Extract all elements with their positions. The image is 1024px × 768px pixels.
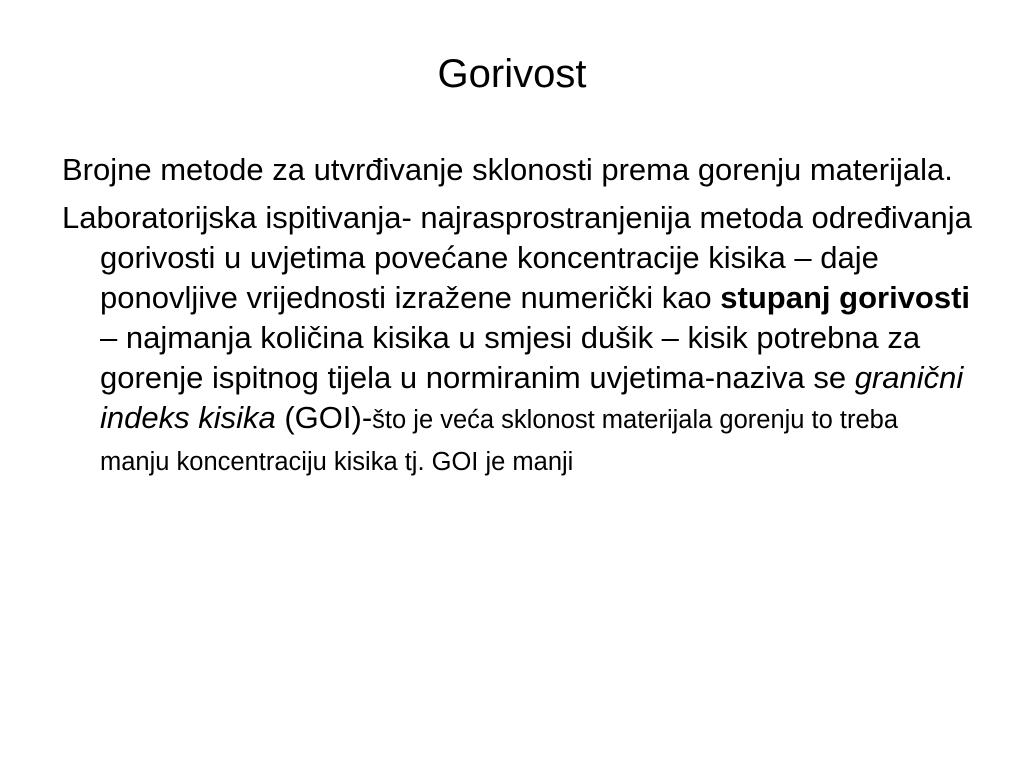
paragraph-2-part-2: – najmanja količina kisika u smjesi dušik – kisik potrebna za gorenje ispitnog tijela u normiranim uvjetima-naziva se [100, 320, 921, 395]
paragraph-2 [62, 198, 972, 482]
paragraph-2-small-text: što je veća sklonost materijala gorenju to treba manju koncentraciju kisika tj. GOI je manji [100, 406, 899, 476]
slide-body [62, 150, 972, 482]
paragraph-2-part-3: (GOI)- [275, 400, 373, 435]
paragraph-1: Brojne metode za utvrđivanje sklonosti prema gorenju materijala. [62, 152, 953, 187]
italic-term-granicni-indeks-kisika: granični indeks kisika [100, 360, 964, 435]
bold-term-stupanj-gorivosti: stupanj gorivosti [720, 280, 971, 315]
paragraph-2-part-1: Laboratorijska ispitivanja- najrasprostranjenija metoda određivanja gorivosti u uvjetima povećane koncentracije kisika – daje ponovljive vrijednosti izražene numerički kao [62, 200, 972, 315]
slide-title: Gorivost [437, 52, 587, 96]
